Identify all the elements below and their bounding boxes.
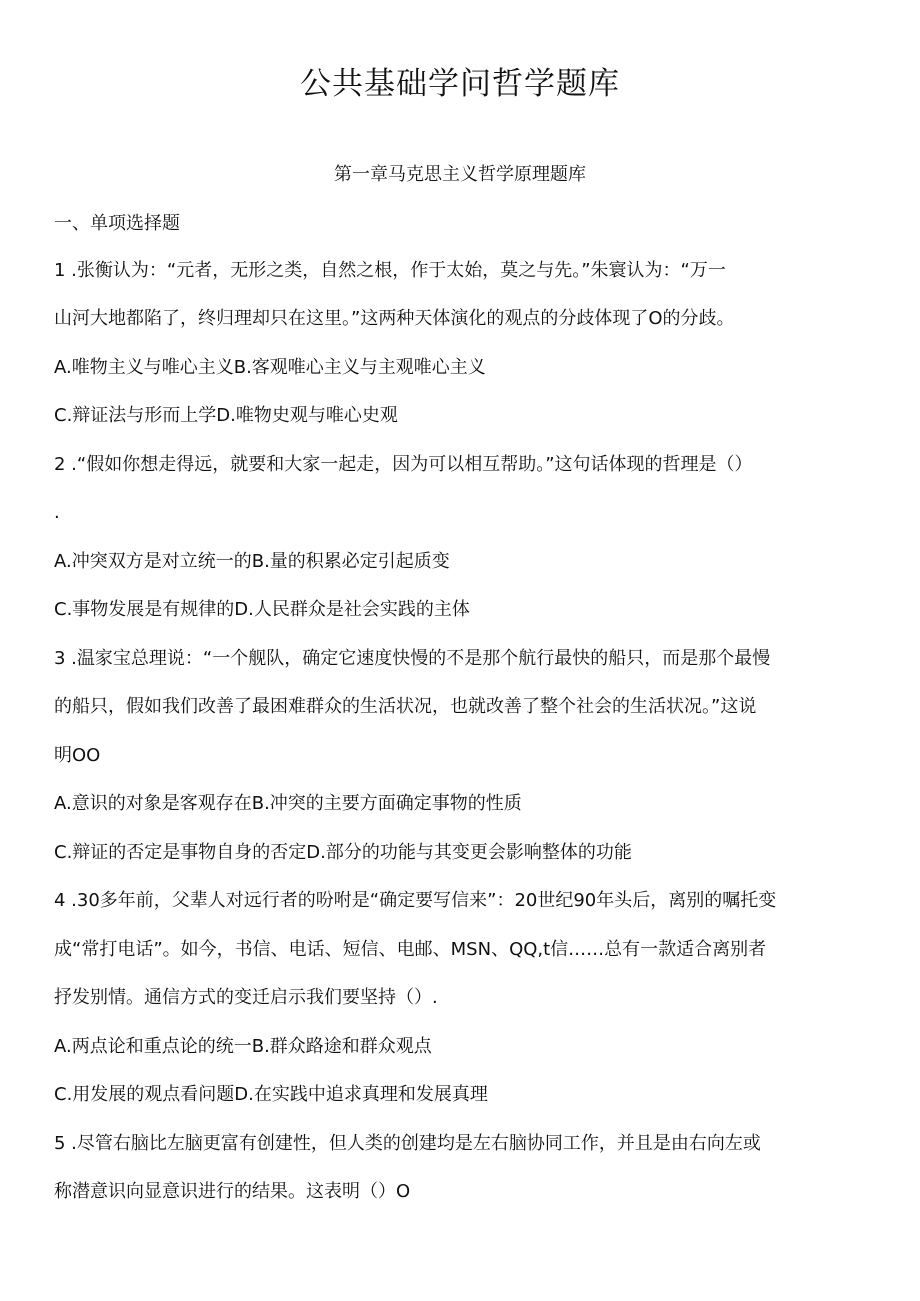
question-3-line-2: 的船只，假如我们改善了最困难群众的生活状况，也就改善了整个社会的生活状况。”这说: [54, 696, 757, 717]
question-1-line-1: 1 .张衡认为：“元者，无形之类，自然之根，作于太始，莫之与先。”朱寰认为：“万一: [54, 260, 726, 281]
question-1-line-2: 山河大地都陷了，终归理却只在这里。”这两种天体演化的观点的分歧体现了O的分歧。: [54, 308, 735, 329]
question-3-option-ab: A.意识的对象是客观存在B.冲突的主要方面确定事物的性质: [54, 793, 522, 814]
question-2-option-cd: C.事物发展是有规律的D.人民群众是社会实践的主体: [54, 599, 470, 620]
question-4-line-1: 4 .30多年前，父辈人对远行者的吩咐是“确定要写信来”：20世纪90年头后，离别的嘱托变: [54, 890, 777, 911]
question-1-option-ab: A.唯物主义与唯心主义B.客观唯心主义与主观唯心主义: [54, 357, 486, 378]
question-3-line-3: 明OO: [54, 745, 101, 766]
section-heading: 一、单项选择题: [54, 213, 180, 234]
question-2-option-ab: A.冲突双方是对立统一的B.量的积累必定引起质变: [54, 551, 450, 572]
question-4-line-2: 成“常打电话”。如今，书信、电话、短信、电邮、MSN、QQ,t信……总有一款适合离别者: [54, 939, 767, 960]
question-4-option-cd: C.用发展的观点看问题D.在实践中追求真理和发展真理: [54, 1084, 488, 1105]
question-3-line-1: 3 .温家宝总理说：“一个舰队，确定它速度快慢的不是那个航行最快的船只，而是那个最慢: [54, 648, 771, 669]
question-5-line-2: 称潜意识向显意识进行的结果。这表明（）O: [54, 1181, 411, 1202]
question-4-line-3: 抒发别情。通信方式的变迁启示我们要坚持（）.: [54, 987, 438, 1008]
document-title: 公共基础学问哲学题库: [300, 66, 620, 102]
question-5-line-1: 5 .尽管右脑比左脑更富有创建性，但人类的创建均是左右脑协同工作，并且是由右向左或: [54, 1133, 761, 1154]
question-1-option-cd: C.辩证法与形而上学D.唯物史观与唯心史观: [54, 405, 398, 426]
question-2-line-1: 2 .“假如你想走得远，就要和大家一起走，因为可以相互帮助。”这句话体现的哲理是（）: [54, 454, 753, 475]
question-3-option-cd: C.辩证的否定是事物自身的否定D.部分的功能与其变更会影响整体的功能: [54, 842, 632, 863]
chapter-title: 第一章马克思主义哲学原理题库: [334, 164, 586, 185]
question-2-line-2: .: [54, 502, 60, 523]
question-4-option-ab: A.两点论和重点论的统一B.群众路途和群众观点: [54, 1036, 432, 1057]
